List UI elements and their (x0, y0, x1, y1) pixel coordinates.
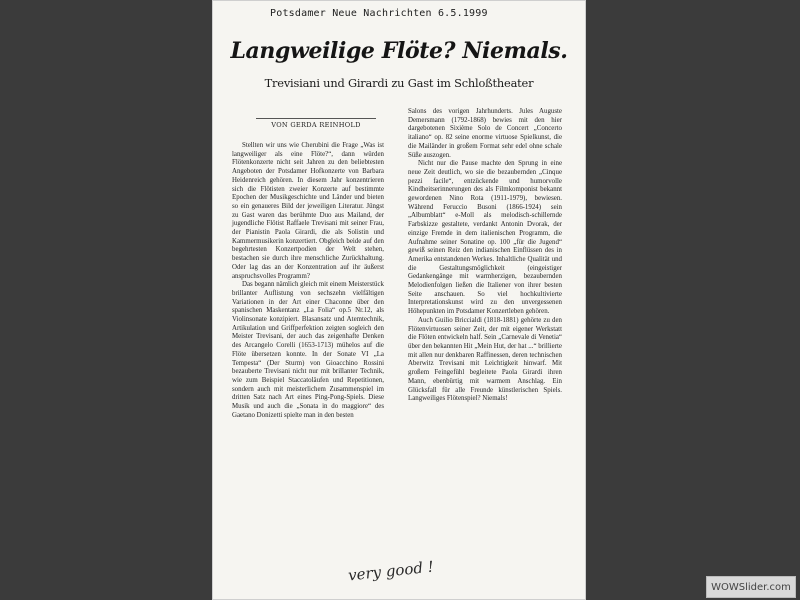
newspaper-source-line: Potsdamer Neue Nachrichten 6.5.1999 (270, 8, 488, 19)
article-paragraph: Das begann nämlich gleich mit einem Meisterstück brillanter Auflistung von sechszehn vielfältigen Variationen in der Art einer Chaconne über den spanischen Maskentanz „La Folia“ op.5 Nr.12, als Violinsonate konzipiert. Blasansatz und Atemtechnik, Artikulation und Griffperfektion zeigten sogleich den Meister Trevisani, der auch das zeigenhafte Denken des Arcangelo Corelli (1653-1713) mühelos auf die Flöte übersetzen konnte. In der Sonate VI „La Tempesta“ (Der Sturm) von Gioacchino Rossini bezauberte Trevisani nicht nur mit brillanter Technik, wie zum Beispiel Staccatoläufen und Repetitionen, sondern auch mit meisterlichem Zusammenspiel im dritten Satz nach Art eines Ping-Pong-Spiels. Diese Musik und auch die „Sonata in do maggiore“ des Gaetano Donizetti spielte man in den besten (232, 281, 384, 419)
article-paragraph: Salons des vorigen Jahrhunderts. Jules Auguste Demersmann (1792-1868) bewies mit den hier dargebotenen Sixième Solo de Concert „Concerto italiano“ op. 82 seine enorme virtuose Spielkunst, die die Mailänder in großem Format sehr edel ohne schale Süße auszogen. (408, 108, 562, 159)
article-column-2 (408, 108, 562, 404)
newspaper-clipping (212, 0, 586, 600)
article-column-1 (232, 142, 384, 421)
article-paragraph: Stellten wir uns wie Cherubini die Frage „Was ist langweiliger als eine Flöte?“, dann würden Flötenkonzerte nicht seit Jahren zu den beliebtesten Angeboten der Potsdamer Hofkonzerte von Barbara Heidenreich gehören. In diesem Jahr konzentrieren sich die Flötisten zweier Konzerte auf bestimmte Epochen der Musikgeschichte und Länder und bieten so ein genaueres Bild der jeweiligen Literatur. Jüngst zu Gast waren das berühmte Duo aus Mailand, der jugendliche Flötist Raffaele Trevisani mit seiner Frau, der Pianistin Paola Girardi, die als Solistin und Kammermusikerin konzertiert. Obgleich beide auf den begehrtesten Konzertpodien der Welt stehen, bestachen sie durch ihre menschliche Zurückhaltung. Oder lag das an der Konzentration auf ihr äußerst anspruchsvolles Programm? (232, 142, 384, 280)
article-subheadline: Trevisiani und Girardi zu Gast im Schloßtheater (264, 76, 534, 90)
watermark-badge[interactable]: WOWSlider.com (706, 576, 796, 598)
handwritten-note: very good ! (347, 557, 435, 585)
article-headline: Langweilige Flöte? Niemals. (230, 38, 568, 64)
article-paragraph: Auch Guilio Briccialdi (1818-1881) gehörte zu den Flötenvirtuosen seiner Zeit, der mit eigener Werkstatt die Flöten entwickeln half. Sein „Carnevale di Venetia“ über den bekannten Hit „Mein Hut, der hat ...“ brillierte mit allen nur denkbaren Raffinessen, deren technischen Aberwitz Trevisani mit Leichtigkeit hinwarf. Mit großem Feingefühl begleitete Paola Girardi ihren Mann, ebenbürtig mit warmem Anschlag. Ein Glücksfall für alle Freunde künstlerischen Spiels. Langweiliges Flötenspiel? Niemals! (408, 316, 562, 403)
article-byline: VON GERDA REINHOLD (256, 118, 376, 129)
article-paragraph: Nicht nur die Pause machte den Sprung in eine neue Zeit deutlich, wo sie die bezaubernden „Cinque pezzi facile“, entzückende und humorvolle Kindheitserinnerungen des als Filmkomponist bekannt gewordenen Nino Rota (1911-1979), bewiesen. Während Feruccio Busoni (1866-1924) sein „Albumblatt“ e-Moll als melodisch-schillernde Farbskizze gestaltete, verdankt Antonin Dvorak, der einzige Fremde in dem italienischen Programm, die Aufnahme seiner Sonatine op. 100 „für die Jugend“ gewiß seinen Reiz den indianischen Einflüssen des in Amerika entstandenen Werkes. Inhaltliche Qualität und die Gestaltungsmöglichkeit (eingeistiger Gedankengänge mit warmherzigen, bezaubernden Melodienfolgen ließen die Italiener von ihrer besten Seite anschauen. So viel hochkultivierte Interpretationskunst wird zu den unvergessenen Höhepunkten im Potsdamer Konzertleben gehören. (408, 160, 562, 316)
